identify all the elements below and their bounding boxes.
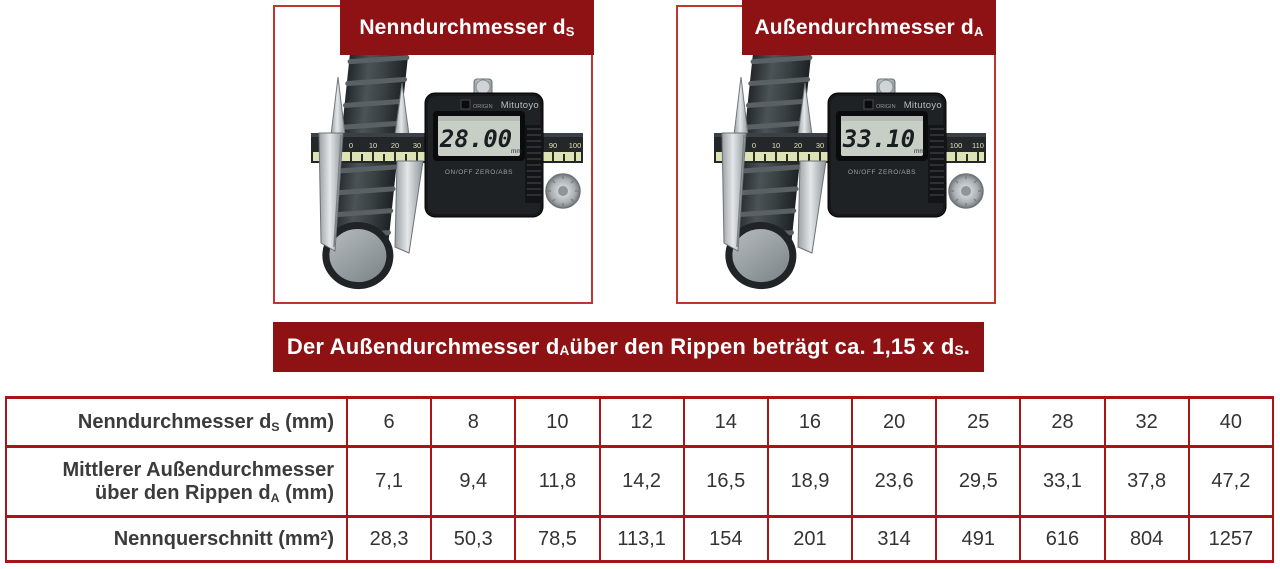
banner-text: . [963,334,971,359]
caliper-scale-number: 100 [949,141,963,150]
lcd-reading: 28.00 [439,125,513,153]
table-cell: 14 [684,398,768,447]
table-cell: 201 [768,517,852,562]
lcd-unit-label: mm [511,148,522,155]
table-cell: 78,5 [515,517,599,562]
table-cell: 47,2 [1189,447,1273,517]
caliper-scale-number: 90 [548,141,558,150]
table-cell: 25 [936,398,1020,447]
info-banner: Der Außendurchmesser d A über den Rippen beträgt ca. 1,15 x d S . [273,322,984,372]
table-cell: 16 [768,398,852,447]
table-cell: 14,2 [600,447,684,517]
figure-label-text: Außendurchmesser d [754,15,974,39]
caliper-scale-number: 0 [751,141,757,150]
table-cell: 9,4 [431,447,515,517]
table-cell: 37,8 [1105,447,1189,517]
caliper-brand-label: Mitutoyo [500,100,539,111]
caliper-scale-number: 110 [972,141,984,150]
table-cell: 40 [1189,398,1273,447]
banner-text: über den Rippen beträgt ca. 1,15 x d [569,334,955,359]
table-row [6,517,1273,562]
table-cell: 6 [347,398,431,447]
figure-label-outer-diameter: Außendurchmesser d A [742,0,996,55]
table-cell: 16,5 [684,447,768,517]
banner-text: Der Außendurchmesser d [286,334,560,359]
table-cell: 12 [600,398,684,447]
figure-label-text: Nenndurchmesser d [359,15,566,39]
caliper-scale-number: 20 [390,141,400,150]
table-cell: 804 [1105,517,1189,562]
table-cell: 32 [1105,398,1189,447]
table-cell: 23,6 [852,447,936,517]
table-cell: 29,5 [936,447,1020,517]
table-cell: 20 [852,398,936,447]
table-cell: 28,3 [347,517,431,562]
caliper-scale-number: 100 [568,141,582,150]
table-cell: 18,9 [768,447,852,517]
caliper-buttons-label: ON/OFF ZERO/ABS [444,169,514,176]
table-cell: 8 [431,398,515,447]
caliper-scale-number: 20 [793,141,803,150]
table-cell: 616 [1020,517,1104,562]
table-cell: 314 [852,517,936,562]
caliper-scale-number: 10 [771,141,781,150]
table-cell: 491 [936,517,1020,562]
row-header-outer-diameter: Mittlerer Außendurchmesser über den Rippen dA (mm) [6,447,347,517]
table-cell: 50,3 [431,517,515,562]
table-cell: 1257 [1189,517,1273,562]
table-cell: 10 [515,398,599,447]
table-cell: 113,1 [600,517,684,562]
table-cell: 154 [684,517,768,562]
table-cell: 7,1 [347,447,431,517]
table-row [6,447,1273,517]
caliper-buttons-label: ON/OFF ZERO/ABS [847,169,917,176]
caliper-scale-number: 30 [412,141,422,150]
row-header-nominal-diameter: Nenndurchmesser dS (mm) [6,398,347,447]
caliper-scale-number: 10 [368,141,378,150]
spec-table [5,396,1274,563]
lcd-reading: 33.10 [842,125,916,153]
figure-label-nominal-diameter: Nenndurchmesser d S [340,0,594,55]
origin-button-label: ORIGIN [876,104,896,110]
origin-button-label: ORIGIN [473,104,493,110]
table-cell: 33,1 [1020,447,1104,517]
caliper-scale-number: 30 [815,141,825,150]
caliper-scale-number: 0 [348,141,354,150]
table-cell: 28 [1020,398,1104,447]
row-header-cross-section: Nennquerschnitt $(mm^2)$ [6,517,347,562]
caliper-brand-label: Mitutoyo [903,100,942,111]
lcd-unit-label: mm [914,148,925,155]
table-row [6,398,1273,447]
table-cell: 11,8 [515,447,599,517]
